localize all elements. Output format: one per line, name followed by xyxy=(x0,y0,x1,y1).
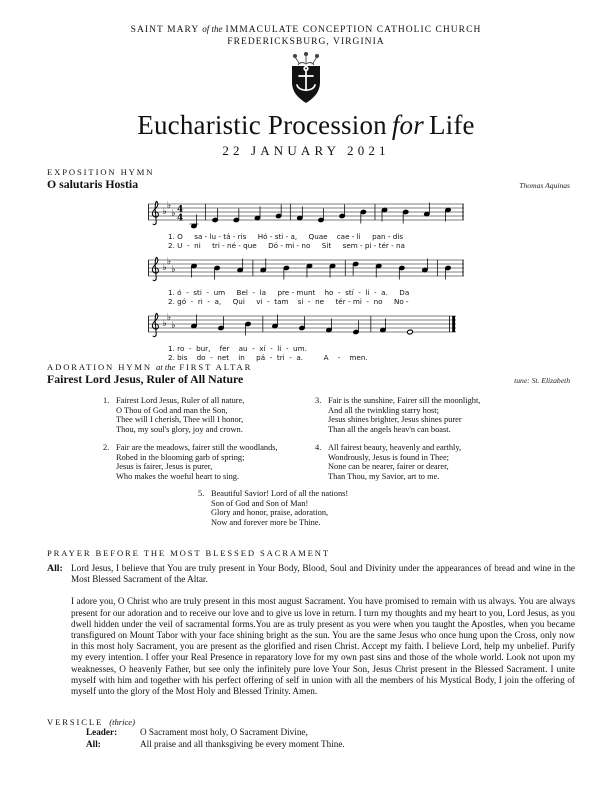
verse-line: Jesus shines brighter, Jesus shines purer xyxy=(328,415,462,425)
verse-line: Jesus is fairer, Jesus is purer, xyxy=(116,462,213,472)
music-staff-1 xyxy=(148,198,464,250)
exposition-hymn-label: EXPOSITION HYMN xyxy=(47,167,155,177)
verse-1-number: 1. xyxy=(103,396,110,405)
versicle-all-label: All: xyxy=(86,738,101,749)
verse-line: Who makes the woeful heart to sing. xyxy=(116,472,240,482)
verse-line: Glory and honor, praise, adoration, xyxy=(211,508,329,518)
svg-text:♭: ♭ xyxy=(166,313,172,324)
verse-4-number: 4. xyxy=(315,443,322,452)
verse-line: Fair is the sunshine, Fairer sill the moonlight, xyxy=(328,396,481,405)
versicle-leader-row xyxy=(47,727,570,739)
verse-5-lines xyxy=(211,489,348,528)
verse-line: Son of God and Son of Man! xyxy=(211,498,309,508)
svg-text:♭: ♭ xyxy=(166,257,172,268)
svg-text:♭: ♭ xyxy=(162,207,167,218)
verse-4-lines xyxy=(328,443,461,482)
music-notation-2 xyxy=(148,254,464,288)
versicle-thrice-note: (thrice) xyxy=(109,717,135,727)
svg-text:♭: ♭ xyxy=(171,321,176,332)
title-for: for xyxy=(391,110,424,140)
verse-line: And all the twinkling starry host; xyxy=(328,405,439,415)
church-name-part1: SAINT MARY xyxy=(130,25,200,35)
versicle-leader-text: O Sacrament most holy, O Sacrament Divine, xyxy=(140,727,308,737)
music-notation-1 xyxy=(148,198,464,232)
document-title xyxy=(0,110,612,141)
adoration-hymn-tune: tune: St. Elizabeth xyxy=(514,376,570,385)
staff1-lyrics-verse1: 1. O sa - lu - tá - ris Hó - sti - a, Quae cae - li pan - dis xyxy=(168,232,404,241)
title-part2: Life xyxy=(428,110,475,140)
prayer-paragraph-1: Lord Jesus, I believe that You are truly present in Your Body, Blood, Soul and Divinity under the appearances of bread and wine in the Most Blessed Sacrament of the Altar. xyxy=(71,563,575,585)
adoration-hymn-titlerow xyxy=(47,372,570,387)
exposition-hymn-title: O salutaris Hostia xyxy=(47,177,139,191)
verse-3-lines xyxy=(328,396,480,435)
verse-line: Fair are the meadows, fairer still the woodlands, xyxy=(116,443,278,452)
exposition-hymn-titlerow xyxy=(47,177,570,192)
verse-5 xyxy=(198,489,348,528)
music-notation-3 xyxy=(148,310,456,344)
music-staff-2 xyxy=(148,254,464,306)
verse-line: Wondrously, Jesus is found in Thee; xyxy=(328,452,449,462)
verse-3 xyxy=(315,396,480,435)
verse-2-lines xyxy=(116,443,278,482)
svg-text:4: 4 xyxy=(177,204,184,215)
svg-text:♭: ♭ xyxy=(171,265,176,276)
adoration-hymn-label xyxy=(47,362,252,372)
svg-text:♭: ♭ xyxy=(162,319,167,330)
verse-line: Than Thou, my Savior, art to me. xyxy=(328,472,440,482)
versicle-section xyxy=(47,717,570,750)
prayer-section xyxy=(47,548,575,708)
prayer-heading: PRAYER BEFORE THE MOST BLESSED SACRAMENT xyxy=(47,548,331,558)
verse-1 xyxy=(103,396,244,435)
staff3-lyrics-verse1: 1. ro - bur, fer au - xí - li - um. xyxy=(168,344,307,353)
verse-line: Robed in the blooming garb of spring; xyxy=(116,452,245,462)
verse-line: Thee will I cherish, Thee will I honor, xyxy=(116,415,244,425)
adoration-label-part2: FIRST ALTAR xyxy=(179,362,253,372)
crest-svg xyxy=(286,52,326,106)
versicle-all-text: All praise and all thanksgiving be every moment Thine. xyxy=(140,738,345,749)
church-name-ofthe: of the xyxy=(202,24,223,34)
verse-line: Beautiful Savior! Lord of all the nations! xyxy=(211,489,349,498)
verse-line: Now and forever more be Thine. xyxy=(211,518,321,528)
staff2-lyrics-verse1: 1. ó - sti - um Bel - la pre - munt ho - stí - li - a. Da xyxy=(168,288,410,297)
document-date: 22 JANUARY 2021 xyxy=(222,143,390,158)
verse-3-number: 3. xyxy=(315,396,322,405)
church-location-line: FREDERICKSBURG, VIRGINIA xyxy=(227,37,385,47)
prayer-body xyxy=(47,563,575,708)
sheet-music xyxy=(148,198,468,363)
svg-text:♭: ♭ xyxy=(166,201,172,212)
staff1-lyrics-verse2: 2. U - ni tri - né - que Dó - mi - no Sit sem - pi - tér - na xyxy=(168,241,405,251)
staff3-lyrics-verse2: 2. bis do - net in pá - tri - a. A - men. xyxy=(168,353,368,363)
church-name-line xyxy=(0,24,612,35)
verse-2 xyxy=(103,443,278,482)
verse-line: Fairest Lord Jesus, Ruler of all nature, xyxy=(116,396,245,405)
title-part1: Eucharistic Procession xyxy=(137,110,387,140)
verse-4 xyxy=(315,443,461,482)
verse-5-number: 5. xyxy=(198,489,205,498)
versicle-heading-text: VERSICLE xyxy=(47,717,104,727)
crest-crown xyxy=(293,52,318,65)
adoration-hymn-title: Fairest Lord Jesus, Ruler of All Nature xyxy=(47,372,244,386)
versicle-heading xyxy=(47,717,570,727)
adoration-label-part1: ADORATION HYMN xyxy=(47,362,153,372)
verse-line: Thou, my soul's glory, joy and crown. xyxy=(116,425,243,435)
verse-2-number: 2. xyxy=(103,443,110,452)
parish-crest-icon xyxy=(0,52,612,106)
verse-line: All fairest beauty, heavenly and earthly, xyxy=(328,443,462,452)
verse-line: Than all the angels heav'n can boast. xyxy=(328,425,451,435)
verse-1-lines xyxy=(116,396,244,435)
prayer-paragraph-2: I adore you, O Christ who are truly present in this most august Sacrament. You have promised to remain with us always. You are always present for our adoration and to receive our love and to give us love in return. I turn my thoughts and my heart to you, Lord Jesus, as you dwell hidden under the veil of sacramental forms.You are as truly present as you were when you taught the Apostles, when you became transfigured on Mount Tabor with your face shining bright as the sun. You are the same Jesus who once hung upon the Cross, only now in this most holy Sacrament, you are present as the glorified and risen Christ. Accept my faith. I believe Lord, help my unbelief. Purify my every intention. I offer your Real Presence in reparatory love for my own past sins and those of the whole world. Look not upon my weaknesses, O heavenly Father, but see only the infinitely pure love Your Son, Jesus Christ present in the Blessed Sacrament. I unite myself with him and together with his perfect offering of self in union with all the members of his Mystical Body, I join the offering of myself unto the glory of the Most Holy and Blessed Trinity. Amen. xyxy=(71,596,575,697)
church-name-part2: IMMACULATE CONCEPTION CATHOLIC CHURCH xyxy=(225,25,482,35)
prayer-text xyxy=(71,563,575,708)
verse-line: O Thou of God and man the Son, xyxy=(116,405,228,415)
svg-text:♭: ♭ xyxy=(171,209,176,220)
verse-line: None can be nearer, fairer or dearer, xyxy=(328,462,449,472)
staff2-lyrics-verse2: 2. gó - ri - a, Qui vi - tam si - ne tér - mi - no No - xyxy=(168,297,409,307)
prayer-speaker: All: xyxy=(47,563,63,574)
versicle-all-row xyxy=(47,739,570,751)
exposition-hymn-attribution: Thomas Aquinas xyxy=(519,181,570,190)
svg-text:♭: ♭ xyxy=(162,263,167,274)
music-staff-3 xyxy=(148,310,456,362)
adoration-label-atthe: at the xyxy=(156,362,176,372)
versicle-leader-label: Leader: xyxy=(86,727,118,737)
svg-text:4: 4 xyxy=(177,213,184,224)
